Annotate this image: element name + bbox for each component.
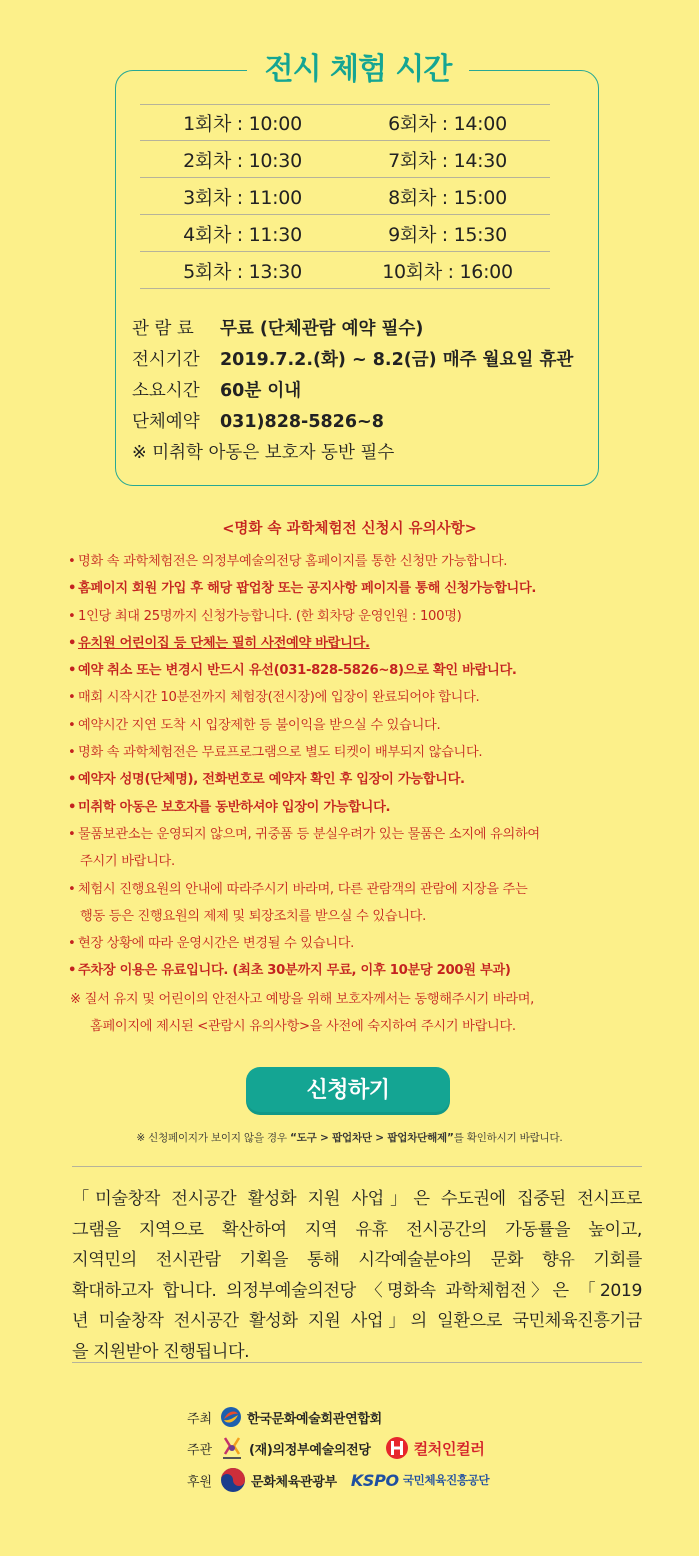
bullet-icon: • [68, 799, 77, 815]
notice-title: <명화 속 과학체험전 신청시 유의사항> [222, 521, 477, 537]
notice-text: 1인당 최대 25명까지 신청가능합니다. (한 회차당 운영인원 : 100명) [78, 608, 462, 624]
bullet-icon: • [68, 963, 77, 979]
support1-org [220, 1467, 337, 1493]
duration-value: 60분 이내 [220, 381, 302, 401]
support2-org [351, 1471, 490, 1490]
notice-item [68, 930, 668, 957]
notice-text: 예약 취소 또는 변경시 반드시 유선(031-828-5826~8)으로 확인 바랍니다. [78, 663, 517, 679]
arts-center-logo-icon [220, 1434, 244, 1462]
organizer2-org [385, 1436, 485, 1460]
schedule-title: 전시 체험 시간 [247, 50, 469, 90]
culture-in-culture-logo-icon [385, 1436, 409, 1460]
schedule-cell: 8회차 : 15:00 [388, 186, 507, 209]
notice-text: 주차장 이용은 유료입니다. (최초 30분까지 무료, 이후 10분당 200원 부과) [78, 963, 511, 979]
host-row [187, 1402, 396, 1432]
duration-label: 소요시간 [132, 381, 200, 401]
period-line [132, 345, 592, 376]
host-name: 한국문화예술회관연합회 [247, 1411, 382, 1427]
notice-item [68, 712, 668, 739]
notice-item [68, 657, 668, 684]
bullet-icon: • [68, 881, 76, 897]
notice-text: 현장 상황에 따라 운영시간은 변경될 수 있습니다. [78, 936, 355, 952]
schedule-cell: 2회차 : 10:30 [183, 149, 302, 172]
popup-note-path: “도구 > 팝업차단 > 팝업차단해제” [289, 1132, 454, 1144]
notice-text: 매회 시작시간 10분전까지 체험장(전시장)에 입장이 완료되어야 합니다. [78, 690, 480, 706]
bullet-icon: • [68, 745, 76, 761]
support-label: 후원 [187, 1474, 213, 1490]
schedule-table [140, 104, 550, 289]
description-line: 확대하고자 합니다. 의정부예술의전당 〈명화속 과학체험전〉은 「2019 [72, 1280, 642, 1301]
bullet-icon: • [68, 690, 76, 706]
bullet-icon: • [68, 717, 76, 733]
bullet-icon: • [68, 635, 77, 651]
notice-item [68, 739, 668, 766]
notice-item [68, 684, 668, 711]
kspo-logo-icon: KSPO [350, 1470, 399, 1490]
guardian-note-line2: 홈페이지에 제시된 <관람시 유의사항>을 사전에 숙지하여 주시기 바랍니다. [90, 1019, 516, 1034]
description-line: 「미술창작 전시공간 활성화 지원 사업」은 수도권에 집중된 전시프로 [72, 1189, 642, 1209]
notice-text: 행동 등은 진행요원의 제제 및 퇴장조치를 받으실 수 있습니다. [80, 908, 427, 924]
notice-item [68, 821, 668, 876]
bullet-icon: • [68, 663, 77, 679]
notice-text: 명화 속 과학체험전은 의정부예술의전당 홈페이지를 통한 신청만 가능합니다. [78, 554, 508, 569]
popup-note-suffix: 를 확인하시기 바랍니다. [453, 1132, 563, 1144]
notice-text: 주시기 바랍니다. [80, 854, 175, 870]
organizer-org [220, 1434, 371, 1462]
notice-item [68, 957, 668, 984]
child-note: ※ 미취학 아동은 보호자 동반 필수 [132, 443, 395, 463]
description-line: 을 지원받아 진행됩니다. [72, 1341, 250, 1362]
description-line: 지역민의 전시관람 기획을 통해 시각예술분야의 문화 향유 기회를 [72, 1250, 642, 1270]
duration-line [132, 376, 592, 407]
bullet-icon: • [68, 826, 76, 842]
notice-text: 홈페이지 회원 가입 후 해당 팝업창 또는 공지사항 페이지를 통해 신청가능합니다. [78, 581, 537, 597]
notice-item [68, 548, 668, 575]
schedule-row [140, 178, 550, 215]
notice-list [68, 548, 668, 985]
organizer-name: (재)의정부예술의전당 [249, 1442, 371, 1458]
schedule-cell: 5회차 : 13:30 [183, 260, 302, 283]
schedule-row [140, 252, 550, 289]
mcst-logo-icon [220, 1467, 246, 1493]
bullet-icon: • [68, 581, 77, 597]
description-line: 년 미술창작 전시공간 활성화 지원 사업」의 일환으로 국민체육진흥기금 [72, 1311, 642, 1331]
notice-text: 명화 속 과학체험전은 무료프로그램으로 별도 티켓이 배부되지 않습니다. [78, 745, 483, 761]
schedule-row [140, 215, 550, 252]
schedule-cell: 6회차 : 14:00 [388, 113, 507, 135]
schedule-cell: 10회차 : 16:00 [382, 260, 513, 283]
fee-label: 관 람 료 [132, 319, 194, 339]
schedule-cell: 9회차 : 15:30 [388, 223, 507, 246]
fee-line [132, 314, 592, 345]
host-label: 주최 [187, 1411, 213, 1427]
schedule-cell: 7회차 : 14:30 [388, 149, 507, 172]
bullet-icon: • [68, 936, 76, 952]
group-phone: 031)828-5826~8 [220, 412, 384, 432]
notice-item [68, 766, 668, 793]
bullet-icon: • [68, 554, 76, 569]
organizer2-name: 컬처인컬러 [413, 1439, 485, 1458]
notice-item [68, 876, 668, 931]
period-value: 2019.7.2.(화) ~ 8.2(금) 매주 월요일 휴관 [220, 350, 574, 370]
description-line: 그램을 지역으로 확산하여 지역 유휴 전시공간의 가동률을 높이고, [72, 1219, 642, 1240]
notice-item [68, 630, 668, 657]
popup-note-prefix: ※ 신청페이지가 보이지 않을 경우 [136, 1132, 290, 1144]
support2-name: 국민체육진흥공단 [402, 1473, 490, 1487]
period-label: 전시기간 [132, 350, 200, 370]
notice-item [68, 575, 668, 602]
schedule-cell: 4회차 : 11:30 [183, 223, 302, 246]
guardian-note-line1: ※ 질서 유지 및 어린이의 안전사고 예방을 위해 보호자께서는 동행해주시기 바라며, [70, 992, 535, 1007]
schedule-row [140, 104, 550, 141]
popup-blocker-note [0, 1130, 699, 1145]
divider [72, 1166, 642, 1167]
notice-text: 예약자 성명(단체명), 전화번호로 예약자 확인 후 입장이 가능합니다. [78, 772, 465, 788]
group-label: 단체예약 [132, 412, 200, 432]
notice-text: 체험시 진행요원의 안내에 따라주시기 바라며, 다른 관람객의 관람에 지장을 주는 [78, 881, 528, 897]
support1-name: 문화체육관광부 [251, 1474, 337, 1490]
organizer-row [187, 1433, 499, 1463]
notice-item [68, 603, 668, 630]
program-description [72, 1184, 642, 1367]
notice-text: 예약시간 지연 도착 시 입장제한 등 불이익을 받으실 수 있습니다. [78, 717, 441, 733]
notice-text: 물품보관소는 운영되지 않으며, 귀중품 등 분실우려가 있는 물품은 소지에 유의하여 [78, 826, 540, 842]
apply-button[interactable]: 신청하기 [246, 1067, 450, 1115]
notice-text: 미취학 아동은 보호자를 동반하셔야 입장이 가능합니다. [78, 799, 391, 815]
divider [72, 1362, 642, 1363]
bullet-icon: • [68, 772, 77, 788]
notice-item [68, 794, 668, 821]
bullet-icon: • [68, 608, 76, 624]
schedule-cell: 1회차 : 10:00 [183, 113, 302, 135]
fee-value: 무료 (단체관람 예약 필수) [220, 319, 424, 339]
schedule-row [140, 141, 550, 178]
host-org [220, 1406, 382, 1428]
group-line [132, 407, 592, 438]
organizer-label: 주관 [187, 1442, 213, 1458]
exhibition-info [132, 314, 592, 469]
notice-text: 유치원 어린이집 등 단체는 필히 사전예약 바랍니다. [78, 635, 370, 651]
schedule-cell: 3회차 : 11:00 [183, 186, 302, 209]
guardian-note [70, 986, 670, 1040]
kocaca-logo-icon [220, 1406, 242, 1428]
support-row [187, 1465, 503, 1495]
